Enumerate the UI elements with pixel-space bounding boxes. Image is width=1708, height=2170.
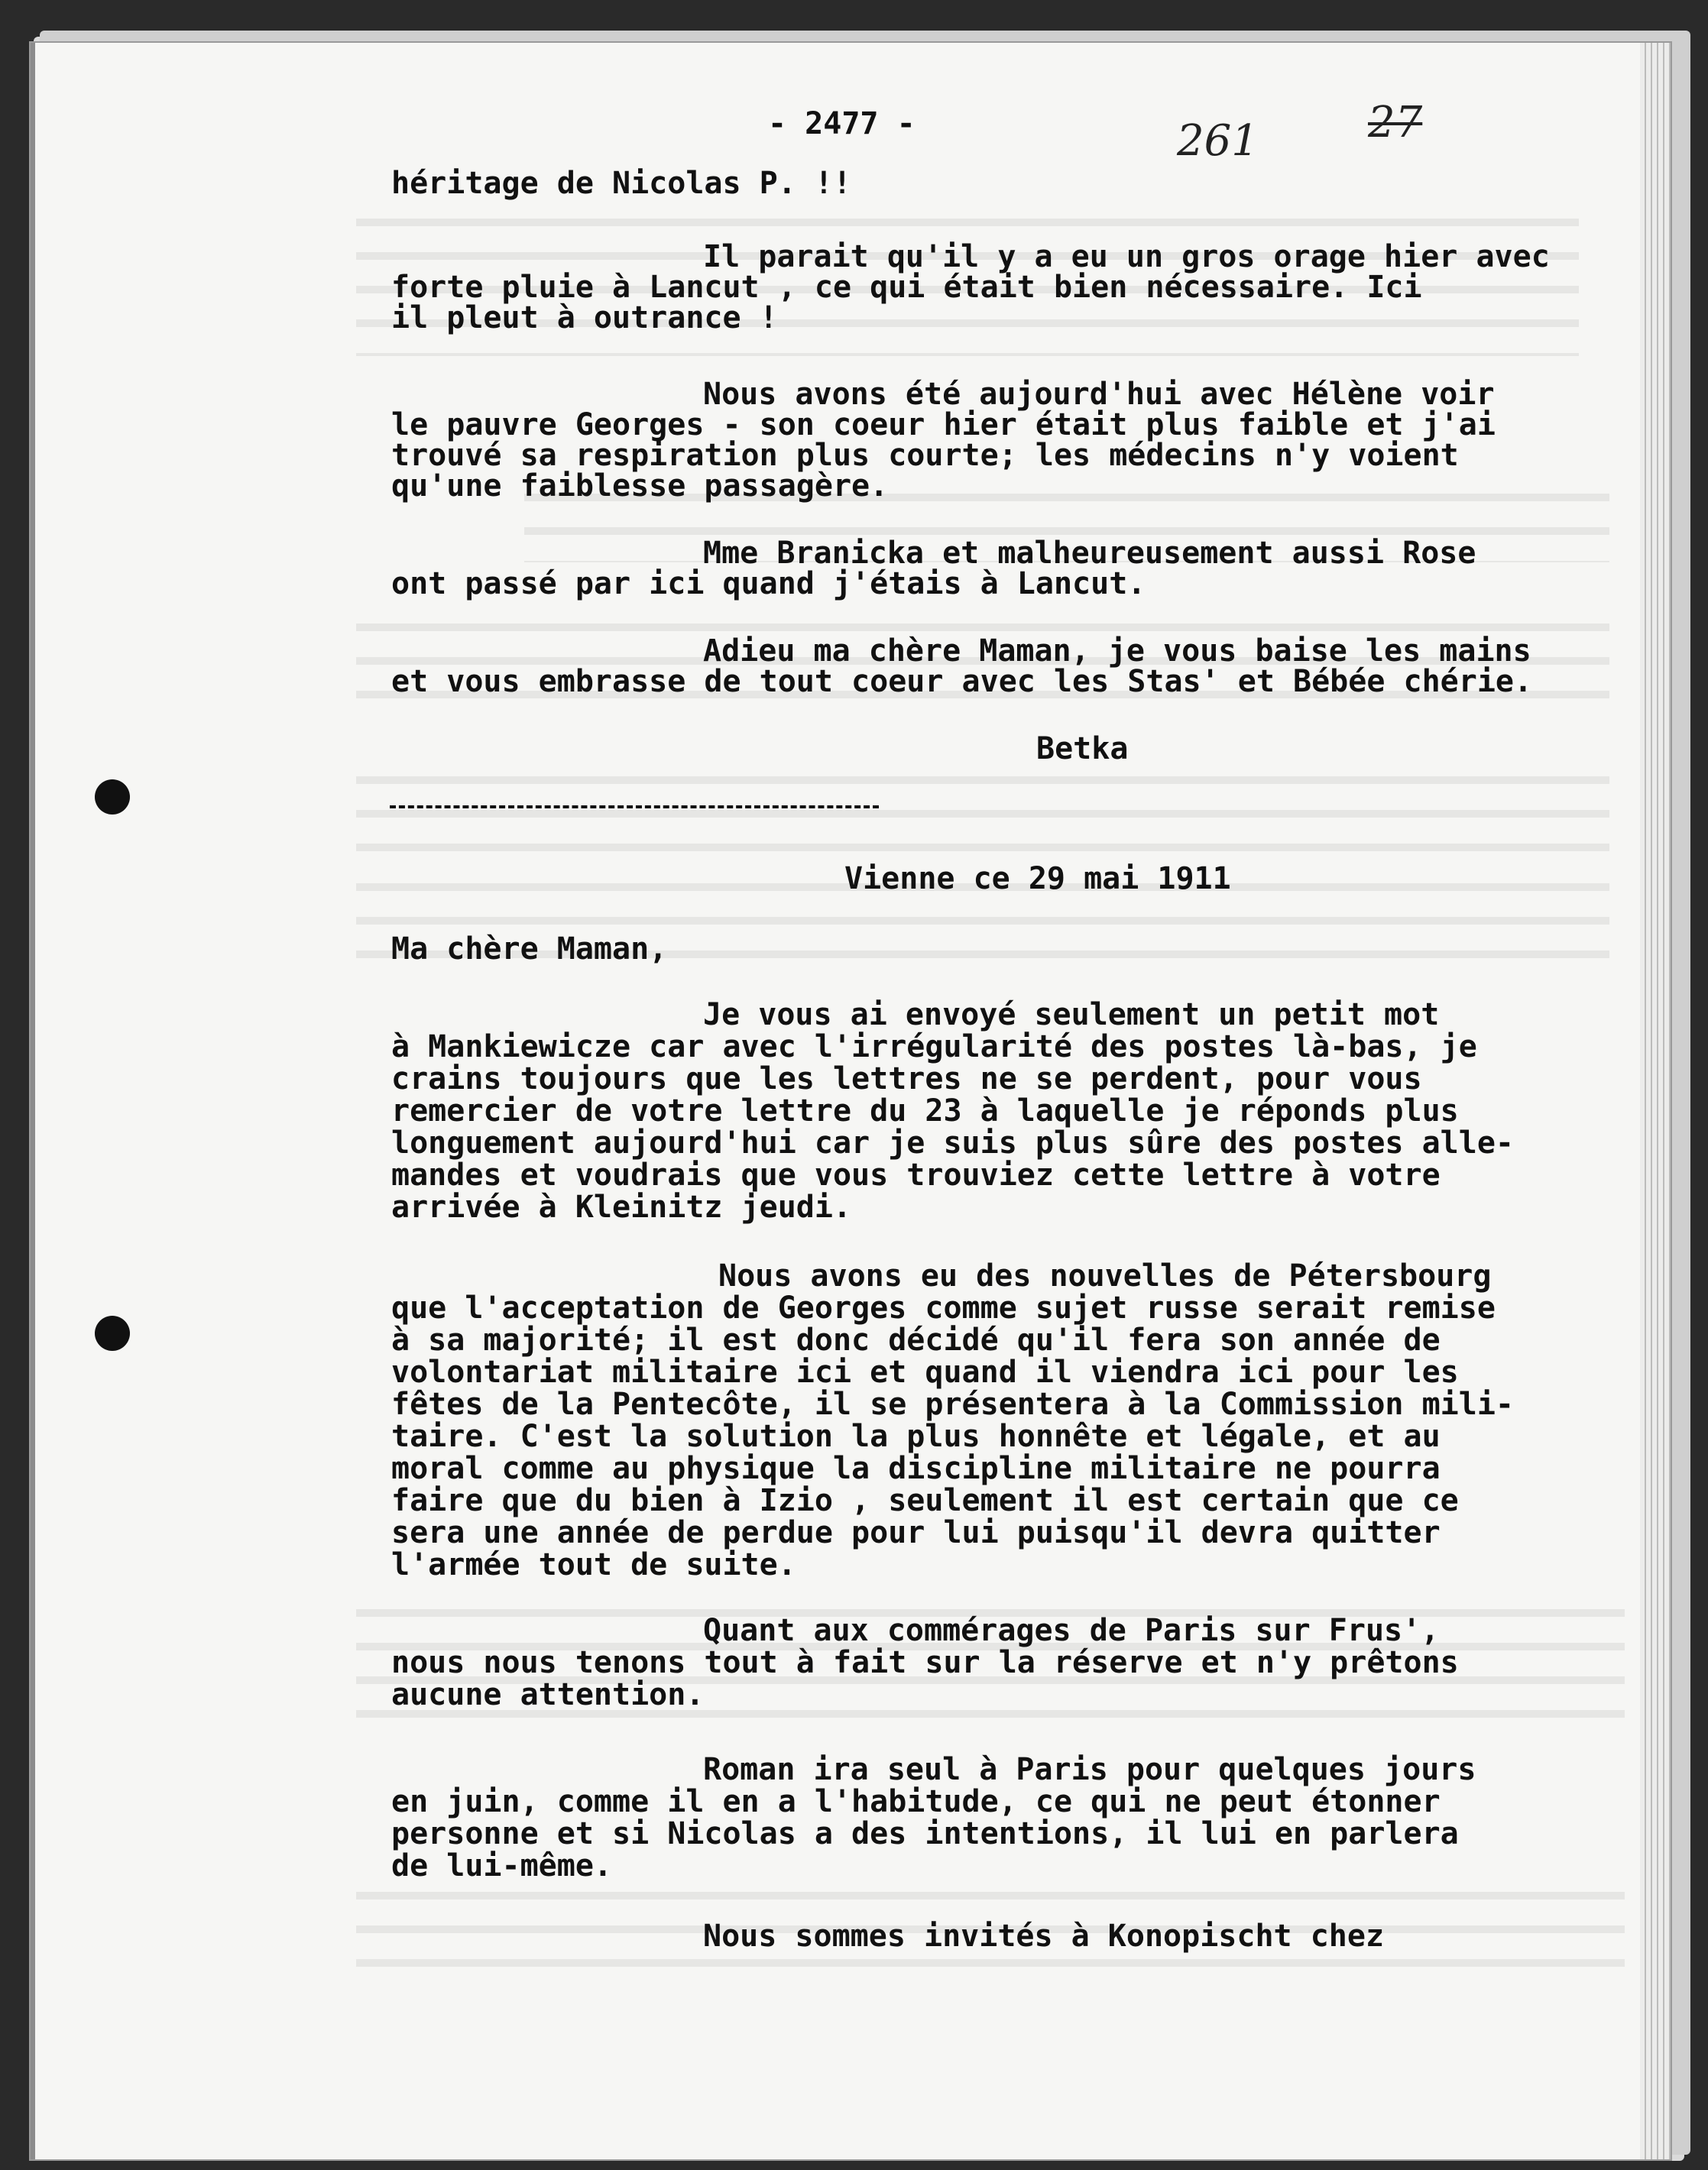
text-line: arrivée à Kleinitz jeudi. bbox=[391, 1190, 852, 1225]
text-line: en juin, comme il en a l'habitude, ce qui ne peut étonner bbox=[391, 1784, 1441, 1819]
text-line: Nous sommes invités à Konopischt chez bbox=[703, 1919, 1385, 1954]
text-line: crains toujours que les lettres ne se perdent, pour vous bbox=[391, 1061, 1422, 1096]
handwritten-page-number-struck: 27 bbox=[1368, 98, 1423, 147]
text-line: et vous embrasse de tout coeur avec les Stas' et Bébée chérie. bbox=[391, 664, 1533, 699]
text-line: Adieu ma chère Maman, je vous baise les mains bbox=[703, 633, 1531, 669]
text-line: Je vous ai envoyé seulement un petit mot bbox=[703, 997, 1440, 1032]
text-line: le pauvre Georges - son coeur hier était plus faible et j'ai bbox=[391, 407, 1496, 442]
show-through-block bbox=[356, 776, 1609, 868]
text-line: nous nous tenons tout à fait sur la réserve et n'y prêtons bbox=[391, 1645, 1459, 1680]
text-line: forte pluie à Lancut , ce qui était bien nécessaire. Ici bbox=[391, 270, 1422, 305]
text-line: que l'acceptation de Georges comme sujet russe serait remise bbox=[391, 1291, 1496, 1326]
typed-page-number: - 2477 - bbox=[768, 106, 916, 141]
text-line: volontariat militaire ici et quand il viendra ici pour les bbox=[391, 1355, 1459, 1390]
text-line: Roman ira seul à Paris pour quelques jours bbox=[703, 1752, 1476, 1787]
text-line: taire. C'est la solution la plus honnête et légale, et au bbox=[391, 1419, 1441, 1454]
text-line: héritage de Nicolas P. !! bbox=[391, 166, 852, 201]
text-line: Il parait qu'il y a eu un gros orage hier avec bbox=[703, 239, 1550, 274]
stacked-page-edges bbox=[1640, 43, 1671, 2159]
text-line: sera une année de perdue pour lui puisqu'il devra quitter bbox=[391, 1515, 1441, 1550]
text-line: moral comme au physique la discipline militaire ne pourra bbox=[391, 1451, 1441, 1486]
text-line: à Mankiewicze car avec l'irrégularité des postes là-bas, je bbox=[391, 1029, 1477, 1064]
text-line: Quant aux commérages de Paris sur Frus', bbox=[703, 1613, 1440, 1648]
text-line: mandes et voudrais que vous trouviez cette lettre à votre bbox=[391, 1158, 1441, 1193]
text-line: l'armée tout de suite. bbox=[391, 1547, 796, 1582]
letter-dateline: Vienne ce 29 mai 1911 bbox=[844, 861, 1231, 896]
text-line: il pleut à outrance ! bbox=[391, 300, 778, 335]
text-line: de lui-même. bbox=[391, 1848, 612, 1883]
text-line: ont passé par ici quand j'étais à Lancut. bbox=[391, 566, 1146, 601]
text-line: fêtes de la Pentecôte, il se présentera à la Commission mili- bbox=[391, 1387, 1515, 1422]
text-line: longuement aujourd'hui car je suis plus sûre des postes alle- bbox=[391, 1125, 1515, 1161]
text-line: aucune attention. bbox=[391, 1677, 705, 1712]
text-line: Mme Branicka et malheureusement aussi Rose bbox=[703, 536, 1476, 571]
punch-hole bbox=[95, 779, 130, 815]
letter-salutation: Ma chère Maman, bbox=[391, 931, 668, 967]
text-line: faire que du bien à Izio , seulement il est certain que ce bbox=[391, 1483, 1459, 1518]
section-divider bbox=[390, 805, 879, 808]
text-line: qu'une faiblesse passagère. bbox=[391, 468, 889, 504]
text-line: trouvé sa respiration plus courte; les médecins n'y voient bbox=[391, 438, 1459, 473]
signature-typed: Betka bbox=[1036, 731, 1129, 766]
handwritten-page-number: 261 bbox=[1177, 116, 1259, 166]
text-line: personne et si Nicolas a des intentions, il lui en parlera bbox=[391, 1816, 1459, 1851]
text-line: à sa majorité; il est donc décidé qu'il fera son année de bbox=[391, 1323, 1441, 1358]
text-line: remercier de votre lettre du 23 à laquelle je réponds plus bbox=[391, 1093, 1459, 1129]
text-line: Nous avons eu des nouvelles de Pétersbourg bbox=[718, 1258, 1492, 1294]
punch-hole bbox=[95, 1316, 130, 1351]
text-line: Nous avons été aujourd'hui avec Hélène voir bbox=[703, 377, 1495, 412]
